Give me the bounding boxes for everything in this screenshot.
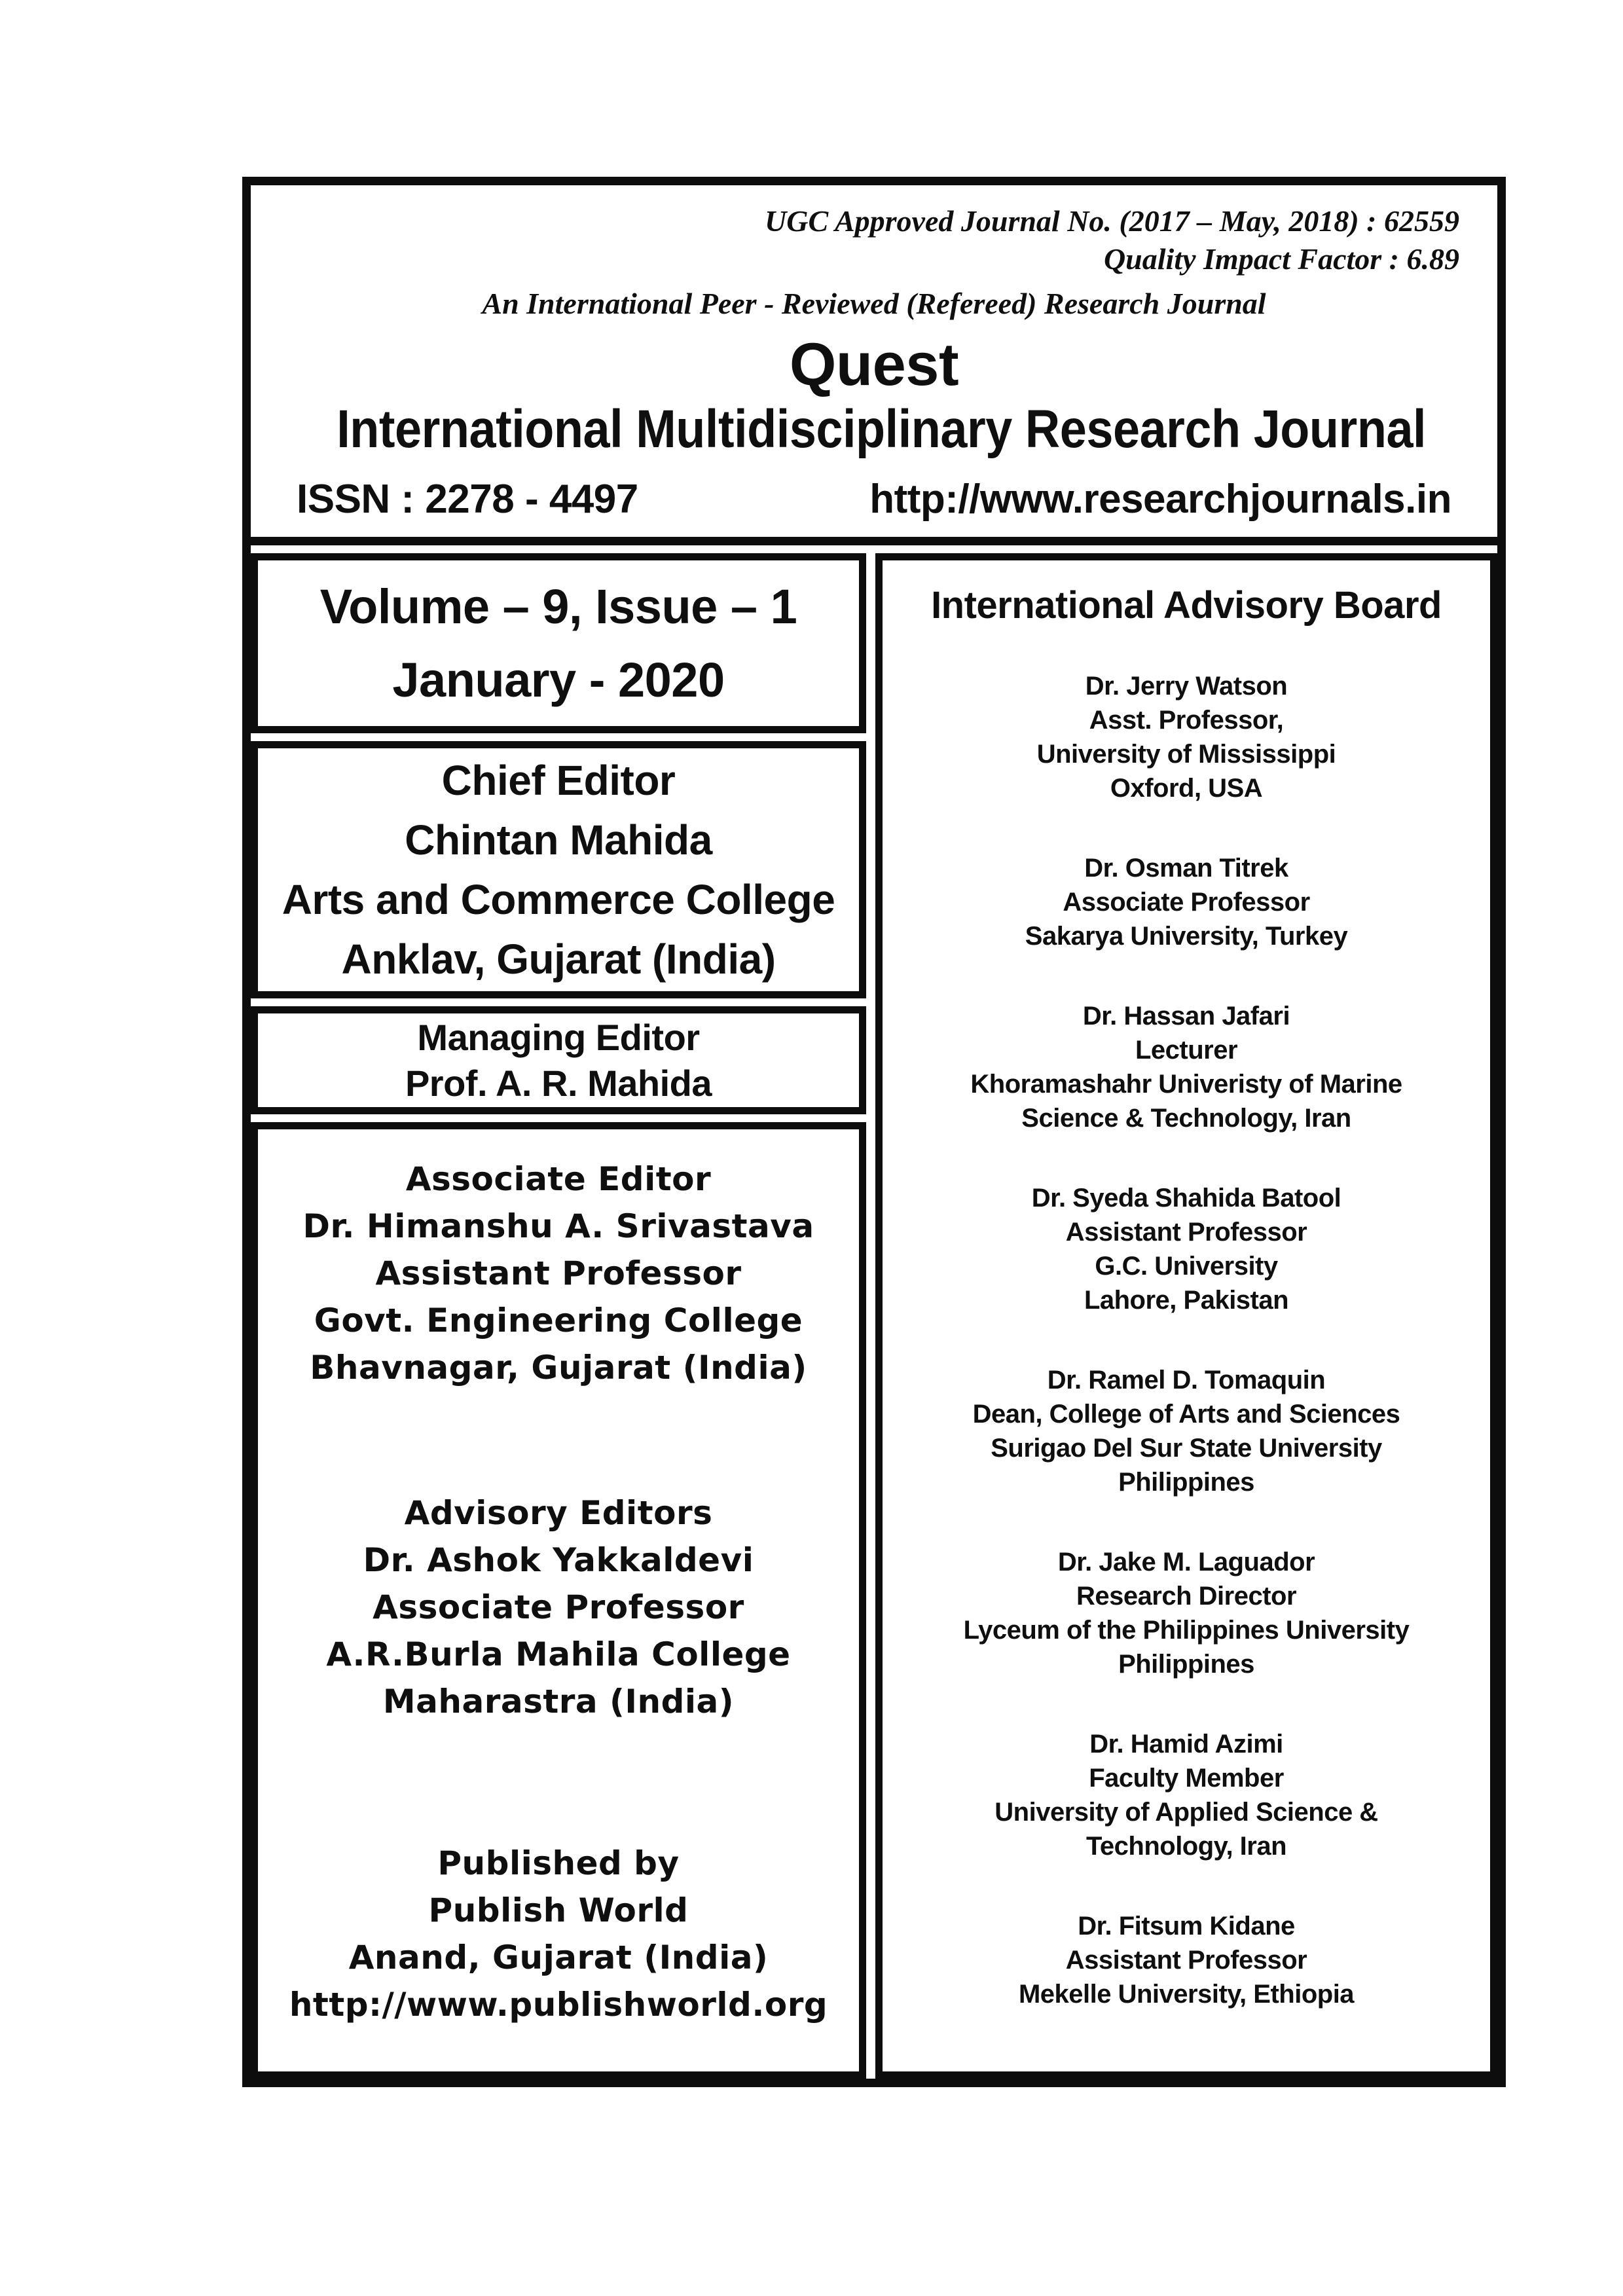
text-line: A.R.Burla Mahila College [326,1635,791,1673]
member-line: University of Mississippi [1036,740,1336,769]
associate-editor-title: Associate Editor [405,1160,712,1198]
member-line: Surigao Del Sur State University [991,1434,1382,1463]
published-by-group [258,1840,859,2028]
member-line: Assistant Professor [1065,1946,1307,1975]
volume-issue-line: Volume – 9, Issue – 1 [319,579,797,634]
member-line: Assistant Professor [1065,1218,1307,1247]
member-line: Technology, Iran [1085,1832,1287,1861]
member-line: Dr. Jerry Watson [1085,672,1288,701]
content-columns [251,545,1497,2079]
member-line: Dr. Jake M. Laguador [1057,1548,1315,1576]
member-line: Research Director [1076,1582,1297,1611]
advisory-board-member [883,1545,1490,1681]
advisory-board-title: International Advisory Board [931,584,1442,627]
text-line: http://www.publishworld.org [289,1986,828,2024]
member-line: Sakarya University, Turkey [1025,922,1348,951]
member-line: Oxford, USA [1110,774,1263,803]
member-line: Lyceum of the Philippines University [963,1616,1410,1645]
text-line: Govt. Engineering College [314,1302,803,1339]
advisory-board-members [883,669,1490,2011]
member-line: Asst. Professor, [1089,706,1284,735]
published-by-title: Published by [437,1844,680,1882]
text-line: Anklav, Gujarat (India) [341,935,776,983]
managing-editor-lines [258,1061,859,1106]
chief-editor-box [251,741,866,998]
page-border-frame [242,177,1506,2087]
advisory-board-member [883,1363,1490,1499]
associate-editor-lines [258,1203,859,1391]
advisory-board-member [883,851,1490,953]
text-line: Anand, Gujarat (India) [348,1939,769,1977]
associate-editor-group [258,1156,859,1391]
peer-reviewed-line: An International Peer - Reviewed (Refereed) Research Journal [482,287,1266,320]
volume-issue-box [251,553,866,733]
text-line: Dr. Ashok Yakkaldevi [363,1541,754,1579]
member-line: Science & Technology, Iran [1021,1104,1351,1133]
managing-editor-box [251,1006,866,1114]
published-by-lines [258,1887,859,2028]
chief-editor-lines [258,811,859,989]
managing-editor-title: Managing Editor [417,1016,700,1058]
member-line: Lecturer [1135,1036,1238,1065]
issn-row [277,476,1471,522]
impact-factor-line: Quality Impact Factor : 6.89 [1103,242,1459,276]
issn-number: ISSN : 2278 - 4497 [297,477,638,522]
advisory-editors-group [258,1489,859,1725]
member-line: Associate Professor [1063,888,1310,917]
member-line: Dr. Hassan Jafari [1082,1002,1290,1030]
member-line: Khoramashahr Univeristy of Marine [970,1070,1402,1099]
member-line: G.C. University [1095,1252,1278,1281]
member-line: Philippines [1118,1468,1254,1497]
text-line: Dr. Himanshu A. Srivastava [302,1207,814,1245]
editors-publisher-box [251,1122,866,2079]
member-line: University of Applied Science & [994,1798,1378,1827]
text-line: Publish World [428,1891,689,1929]
member-line: Dr. Syeda Shahida Batool [1031,1184,1341,1212]
text-line: Bhavnagar, Gujarat (India) [310,1349,807,1387]
advisory-board-member [883,999,1490,1135]
member-line: Dr. Hamid Azimi [1089,1730,1283,1758]
member-line: Faculty Member [1089,1764,1284,1793]
ugc-approval-line: UGC Approved Journal No. (2017 – May, 2018) : 62559 [765,204,1459,238]
member-line: Dean, College of Arts and Sciences [972,1400,1400,1429]
journal-header [251,185,1497,545]
journal-name-full: International Multidisciplinary Research Journal [337,399,1427,459]
advisory-board-member [883,669,1490,805]
international-advisory-board-box [875,553,1497,2079]
member-line: Dr. Osman Titrek [1084,854,1288,883]
member-line: Dr. Ramel D. Tomaquin [1047,1366,1326,1394]
journal-name-short: Quest [789,331,959,398]
text-line: Arts and Commerce College [282,875,835,923]
text-line: Associate Professor [373,1588,744,1626]
advisory-board-member [883,1909,1490,2011]
member-line: Dr. Fitsum Kidane [1078,1912,1295,1941]
member-line: Lahore, Pakistan [1084,1286,1289,1315]
issue-date-line: January - 2020 [392,652,725,707]
left-column [251,553,866,2079]
text-line: Assistant Professor [375,1254,742,1292]
chief-editor-title: Chief Editor [441,756,676,804]
member-line: Philippines [1118,1650,1254,1679]
advisory-editors-lines [258,1537,859,1725]
text-line: Chintan Mahida [405,816,712,864]
advisory-board-member [883,1181,1490,1317]
journal-website-url: http://www.researchjournals.in [869,477,1451,522]
text-line: Maharastra (India) [382,1683,735,1721]
member-line: Mekelle University, Ethiopia [1018,1980,1355,2009]
text-line: Prof. A. R. Mahida [405,1062,712,1104]
advisory-board-member [883,1727,1490,1863]
advisory-editors-title: Advisory Editors [404,1494,713,1532]
